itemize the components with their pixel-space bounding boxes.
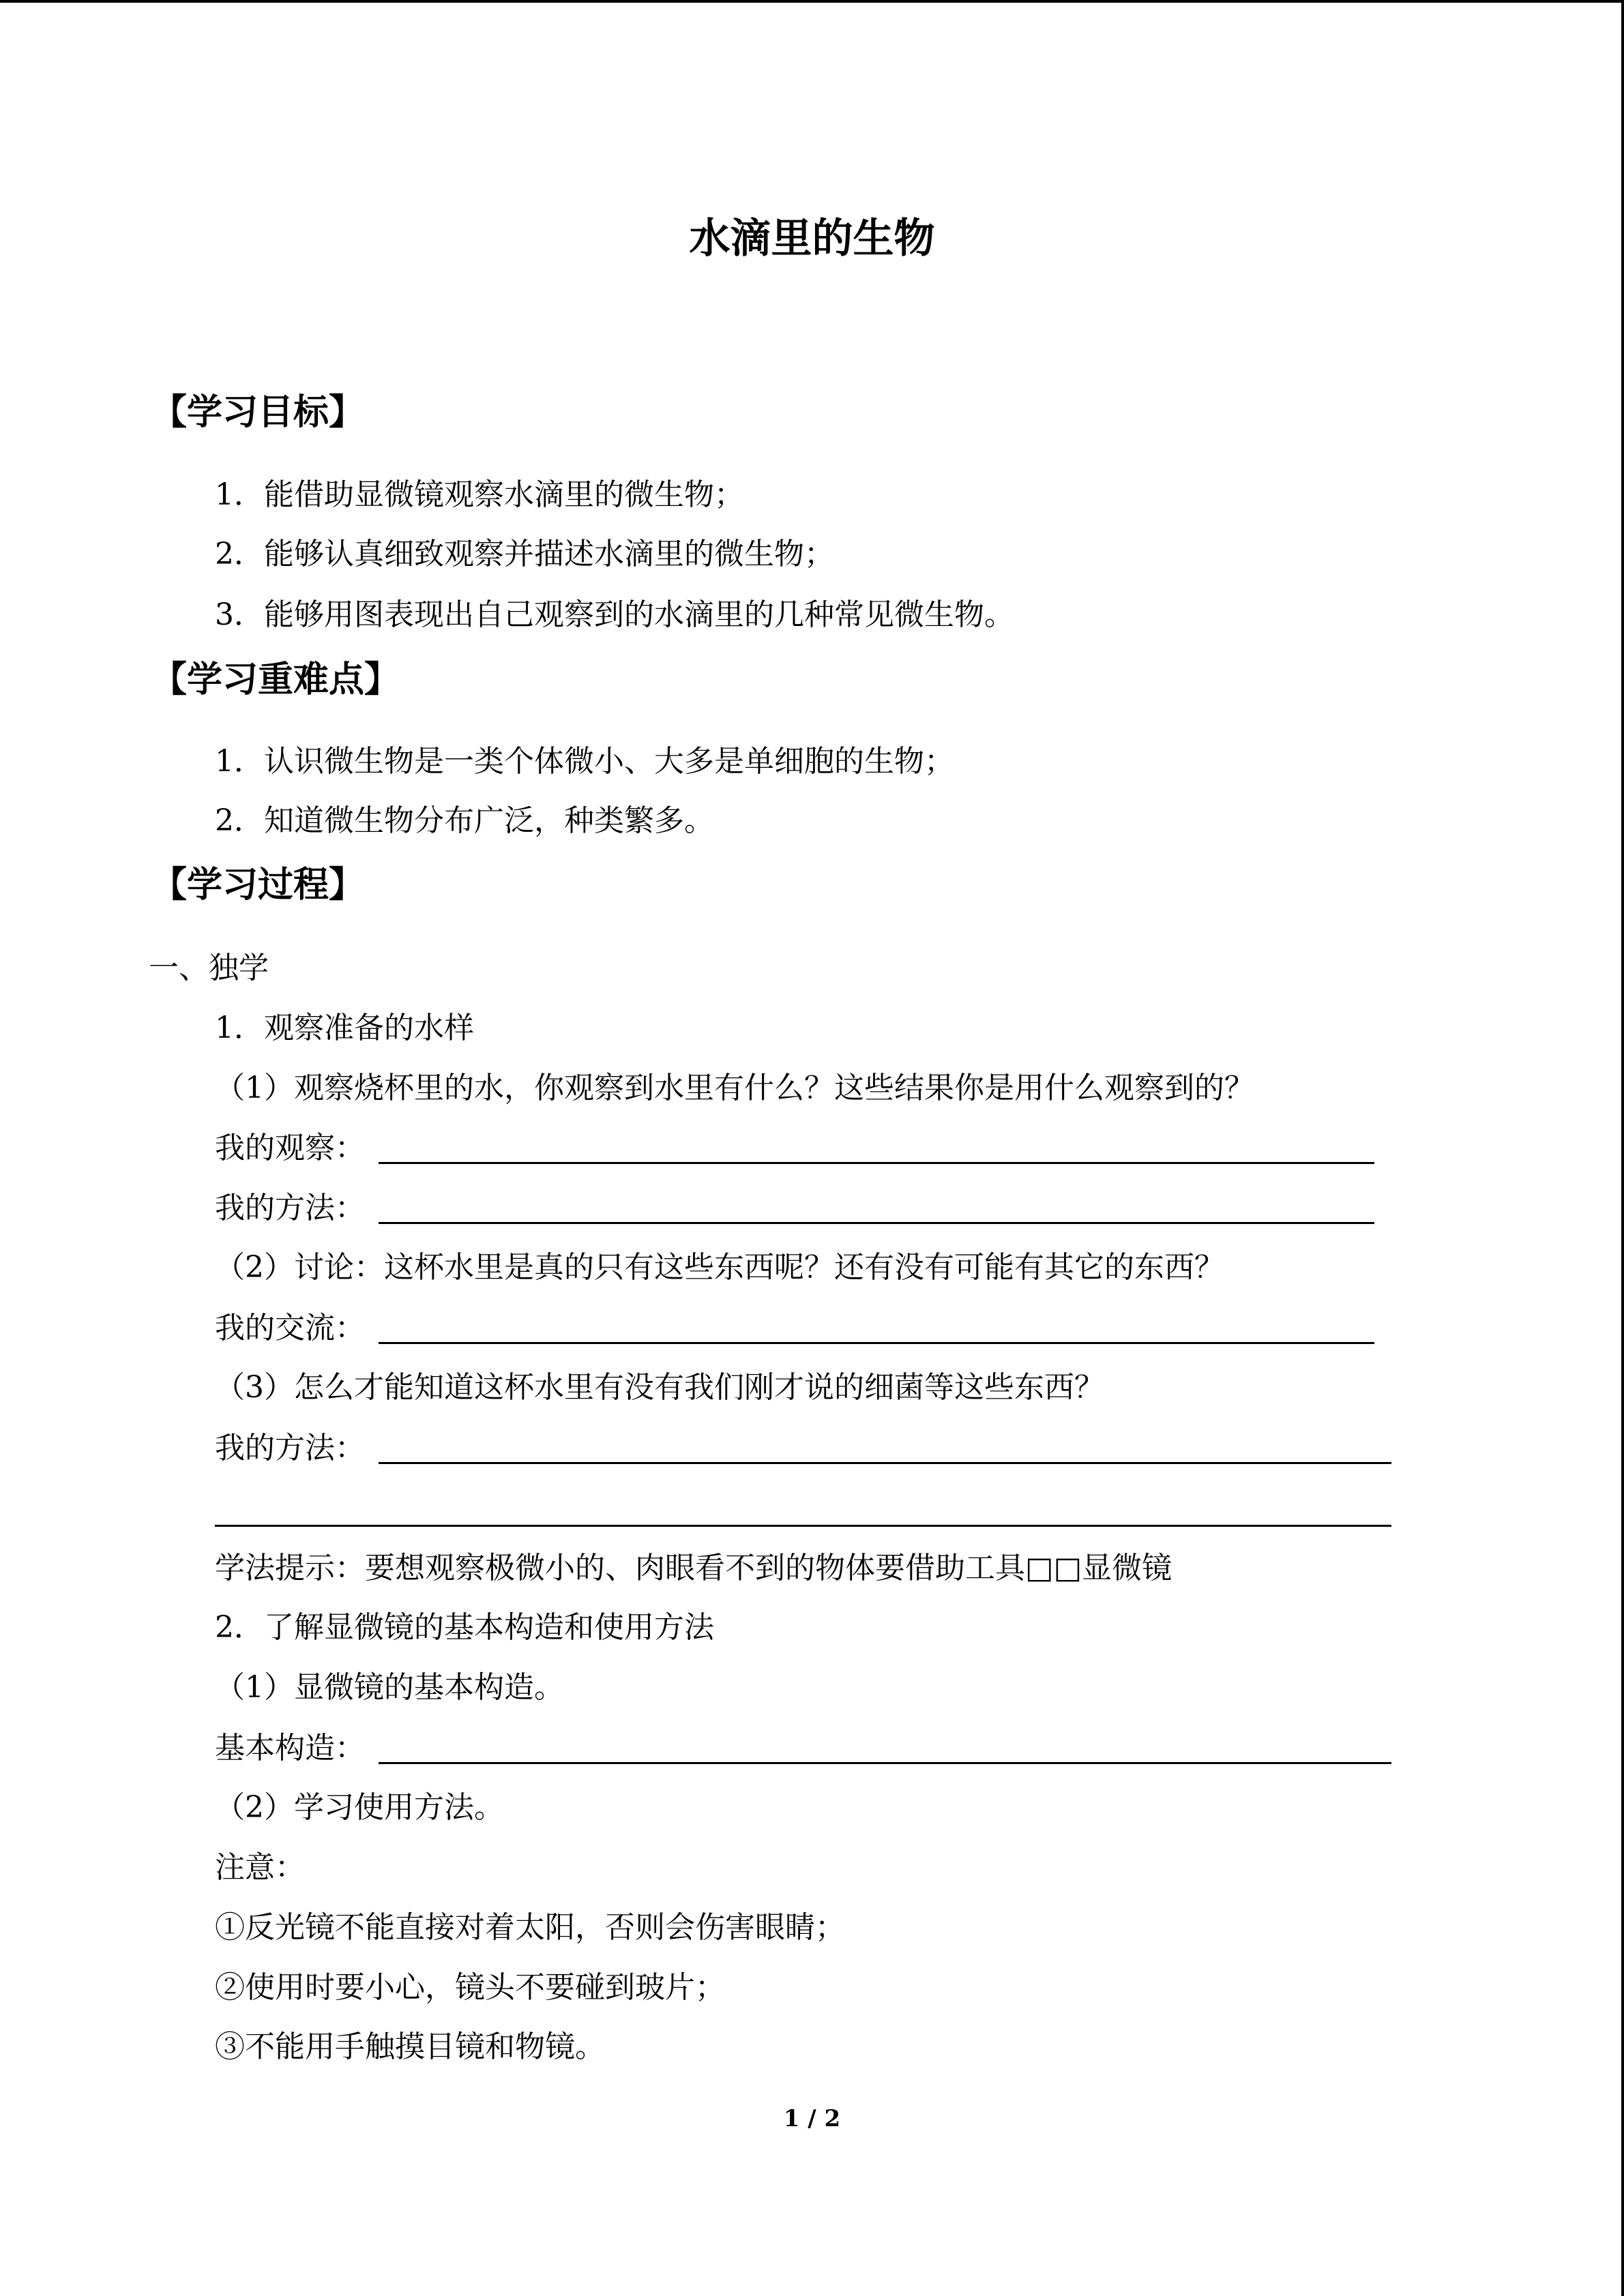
label-my-observation: 我的观察： — [215, 1131, 365, 1165]
step-1: 1．观察准备的水样 — [215, 1011, 474, 1045]
study-tip: 学法提示：要想观察极微小的、肉眼看不到的物体要借助工具□□显微镜 — [215, 1551, 1172, 1585]
page-top-border — [0, 0, 1624, 3]
blank-my-method[interactable] — [379, 1222, 1374, 1224]
step-2: 2．了解显微镜的基本构造和使用方法 — [215, 1610, 714, 1645]
note-item-2: ②使用时要小心，镜头不要碰到玻片； — [215, 1970, 725, 2005]
note-item-3: ③不能用手触摸目镜和物镜。 — [215, 2029, 605, 2064]
question-3: （3）怎么才能知道这杯水里有没有我们刚才说的细菌等这些东西？ — [215, 1370, 1104, 1405]
label-my-method-2: 我的方法： — [215, 1431, 365, 1465]
heading-learning-goals: 【学习目标】 — [151, 391, 365, 433]
blank-my-method-2[interactable] — [379, 1462, 1391, 1464]
page-number: 1 / 2 — [783, 2105, 841, 2132]
blank-basic-structure[interactable] — [379, 1762, 1391, 1764]
blank-my-observation[interactable] — [379, 1162, 1374, 1164]
blank-my-exchange[interactable] — [379, 1342, 1374, 1344]
goal-item-3: 3．能够用图表现出自己观察到的水滴里的几种常见微生物。 — [215, 597, 1014, 632]
label-note: 注意： — [215, 1850, 305, 1885]
question-1: （1）观察烧杯里的水，你观察到水里有什么？这些结果你是用什么观察到的？ — [215, 1071, 1254, 1105]
question-4: （1）显微镜的基本构造。 — [215, 1670, 564, 1705]
difficulty-item-2: 2．知道微生物分布广泛，种类繁多。 — [215, 803, 714, 838]
goal-item-2: 2．能够认真细致观察并描述水滴里的微生物； — [215, 537, 834, 571]
heading-key-difficulties: 【学习重难点】 — [151, 659, 400, 700]
label-basic-structure: 基本构造： — [215, 1731, 365, 1765]
page-right-border — [1621, 0, 1624, 2296]
note-item-1: ①反光镜不能直接对着太阳，否则会伤害眼睛； — [215, 1910, 845, 1945]
label-my-method: 我的方法： — [215, 1191, 365, 1225]
goal-item-1: 1．能借助显微镜观察水滴里的微生物； — [215, 477, 744, 512]
blank-my-method-2-continued[interactable] — [215, 1525, 1391, 1527]
question-5: （2）学习使用方法。 — [215, 1790, 504, 1825]
question-2: （2）讨论：这杯水里是真的只有这些东西呢？还有没有可能有其它的东西？ — [215, 1250, 1224, 1285]
part-independent-study: 一、独学 — [149, 951, 269, 985]
heading-learning-process: 【学习过程】 — [151, 864, 365, 906]
document-title: 水滴里的生物 — [689, 215, 935, 263]
difficulty-item-1: 1．认识微生物是一类个体微小、大多是单细胞的生物； — [215, 744, 954, 779]
label-my-exchange: 我的交流： — [215, 1311, 365, 1345]
